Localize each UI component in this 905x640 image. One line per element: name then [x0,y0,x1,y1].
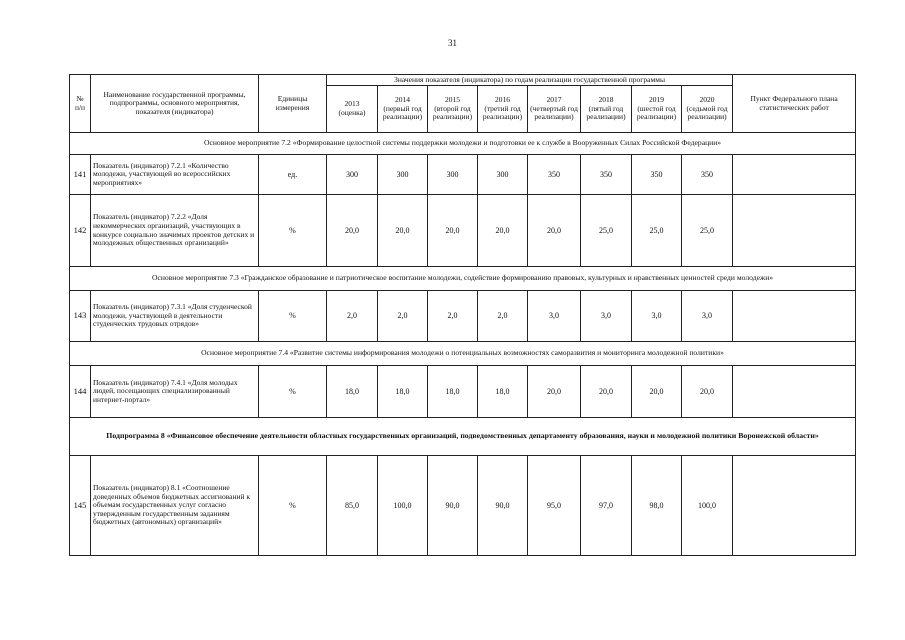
stat-cell [733,366,856,418]
value-cell: 3,0 [632,291,682,342]
value-cell: 350 [682,155,733,195]
row-number: 145 [70,456,91,556]
value-cell: 25,0 [581,195,632,267]
value-cell: 90,0 [478,456,528,556]
indicator-name: Показатель (индикатор) 8.1 «Соотношение доведенных объемов бюджетных ассигнований к объемам государственных услуг согласно утвержденным государственным заданиям бюджетных (автономных) организаций» [91,456,259,556]
value-cell: 18,0 [478,366,528,418]
table-row [70,291,856,342]
stat-cell [733,456,856,556]
section-row [70,342,856,366]
row-number: 144 [70,366,91,418]
indicator-name: Показатель (индикатор) 7.3.1 «Доля студенческой молодежи, участвующей в деятельности студенческих трудовых отрядов» [91,291,259,342]
indicator-name: Показатель (индикатор) 7.4.1 «Доля молодых людей, посещающих специализированный интернет-портал» [91,366,259,418]
unit-cell: ед. [259,155,327,195]
value-cell: 3,0 [581,291,632,342]
value-cell: 350 [632,155,682,195]
indicators-table [69,74,856,556]
value-cell: 300 [378,155,428,195]
unit-cell: % [259,195,327,267]
value-cell: 2,0 [327,291,378,342]
value-cell: 100,0 [682,456,733,556]
unit-cell: % [259,456,327,556]
value-cell: 97,0 [581,456,632,556]
header-year: 2019 (шестой год реализации) [632,86,682,133]
value-cell: 20,0 [682,366,733,418]
value-cell: 25,0 [682,195,733,267]
unit-cell: % [259,366,327,418]
header-unit: Единицы измерения [259,75,327,133]
subprogram-row [70,418,856,456]
value-cell: 25,0 [632,195,682,267]
value-cell: 3,0 [682,291,733,342]
stat-cell [733,155,856,195]
value-cell: 300 [428,155,478,195]
value-cell: 350 [528,155,581,195]
row-number: 141 [70,155,91,195]
value-cell: 20,0 [632,366,682,418]
page-number: 31 [448,38,457,48]
value-cell: 90,0 [428,456,478,556]
table-row [70,155,856,195]
table-row [70,456,856,556]
value-cell: 20,0 [428,195,478,267]
indicator-name: Показатель (индикатор) 7.2.1 «Количество молодежи, участвующей во всероссийских мероприятиях» [91,155,259,195]
header-num: № п/п [70,75,91,133]
value-cell: 300 [327,155,378,195]
unit-cell: % [259,291,327,342]
value-cell: 300 [478,155,528,195]
header-values-group: Значения показателя (индикатора) по годам реализации государственной программы [327,75,733,86]
value-cell: 20,0 [528,195,581,267]
subprogram-heading: Подпрограмма 8 «Финансовое обеспечение деятельности областных государственных организаций, подведомственных департаменту образования, науки и молодежной политики Воронежской области» [70,418,856,456]
header-name: Наименование государственной программы, подпрограммы, основного мероприятия, показателя (индикатора) [91,75,259,133]
value-cell: 20,0 [581,366,632,418]
row-number: 142 [70,195,91,267]
table-row [70,366,856,418]
value-cell: 20,0 [478,195,528,267]
section-row [70,133,856,155]
row-number: 143 [70,291,91,342]
stat-cell [733,195,856,267]
header-year: 2018 (пятый год реализации) [581,86,632,133]
header-year: 2020 (седьмой год реализации) [682,86,733,133]
value-cell: 95,0 [528,456,581,556]
header-year: 2016 (третий год реализации) [478,86,528,133]
value-cell: 2,0 [478,291,528,342]
value-cell: 20,0 [327,195,378,267]
stat-cell [733,291,856,342]
value-cell: 100,0 [378,456,428,556]
value-cell: 20,0 [528,366,581,418]
value-cell: 20,0 [378,195,428,267]
section-row [70,267,856,291]
value-cell: 2,0 [378,291,428,342]
value-cell: 85,0 [327,456,378,556]
section-heading: Основное мероприятие 7.3 «Гражданское образование и патриотическое воспитание молодежи, содействие формированию правовых, культурных и нравственных ценностей среди молодежи» [70,267,856,291]
value-cell: 98,0 [632,456,682,556]
value-cell: 18,0 [428,366,478,418]
header-row-1 [70,75,856,86]
value-cell: 18,0 [378,366,428,418]
header-year: 2017 (четвертый год реализации) [528,86,581,133]
table-row [70,195,856,267]
header-year: 2014 (первый год реализации) [378,86,428,133]
value-cell: 350 [581,155,632,195]
indicator-name: Показатель (индикатор) 7.2.2 «Доля некоммерческих организаций, участвующих в конкурсе социально значимых проектов детских и молодежных общественных организаций» [91,195,259,267]
value-cell: 2,0 [428,291,478,342]
header-year: 2013 (оценка) [327,86,378,133]
value-cell: 18,0 [327,366,378,418]
value-cell: 3,0 [528,291,581,342]
section-heading: Основное мероприятие 7.2 «Формирование целостной системы поддержки молодежи и подготовки ее к службе в Вооруженных Силах Российской Федерации» [70,133,856,155]
header-year: 2015 (второй год реализации) [428,86,478,133]
section-heading: Основное мероприятие 7.4 «Развитие системы информирования молодежи о потенциальных возможностях саморазвития и мониторинга молодежной политики» [70,342,856,366]
header-stat: Пункт Федерального плана статистических работ [733,75,856,133]
